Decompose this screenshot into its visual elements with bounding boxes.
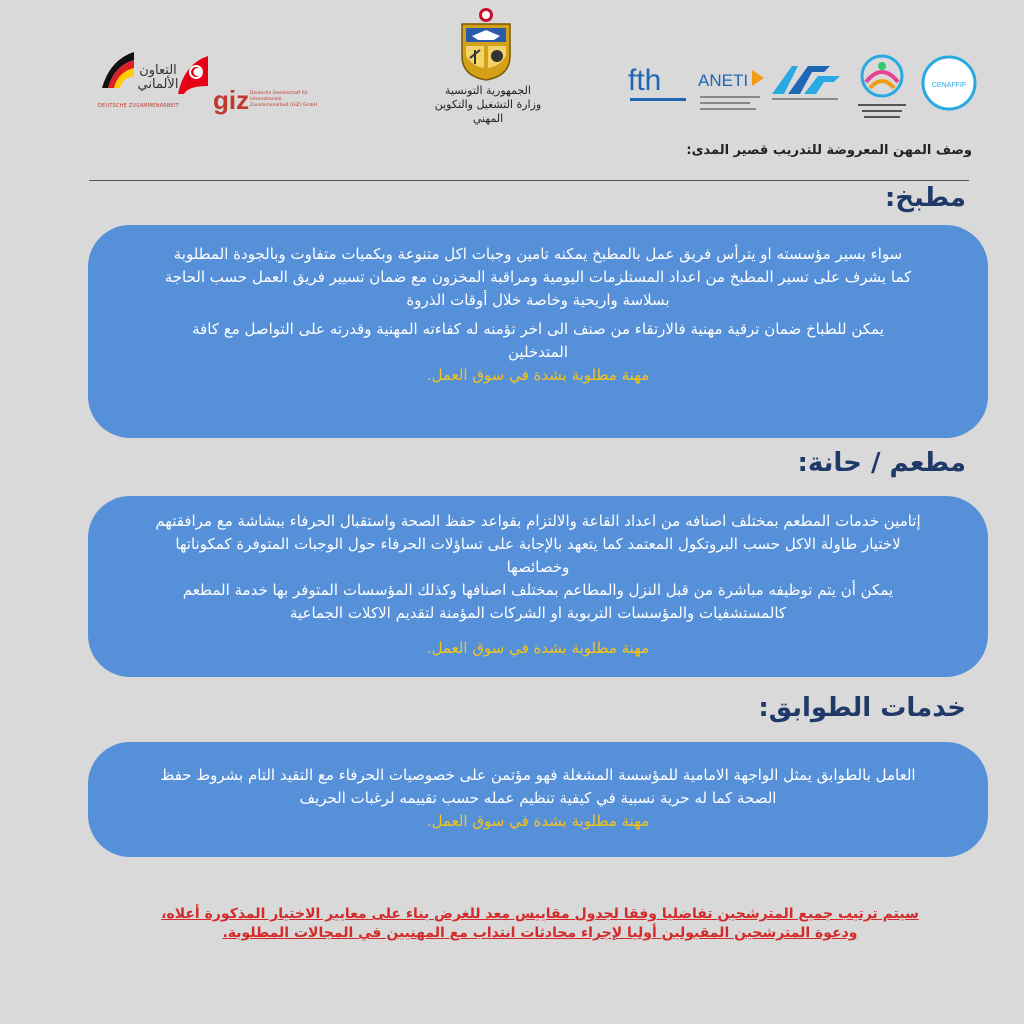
- section-paragraph: كما يشرف على تسير المطبخ من اعداد المستلزمات اليومية ومراقبة المخزون مع ضمان تسيير فريق العمل حسب الحاجة: [164, 268, 912, 286]
- section-title-restaurant-bar: مطعم / حانة:: [797, 448, 966, 478]
- fth-logo-text: fth: [628, 64, 662, 97]
- ministry-label: [418, 84, 558, 126]
- section-card-restaurant-bar: [88, 496, 988, 677]
- afmt-logo: [770, 60, 842, 104]
- giz-full-name: Deutsche Gesellschaft für Internationale Zusammenarbeit (GIZ) GmbH: [250, 91, 318, 108]
- selection-notice: [150, 905, 930, 943]
- section-paragraph: العامل بالطوابق يمثل الواجهة الامامية للمؤسسة المشغلة فهو مؤتمن على خصوصيات الحرفاء مع التقيد التام بشروط حفظ: [160, 766, 916, 784]
- section-paragraph: سواء بسير مؤسسته او يترأس فريق عمل بالمطبخ يمكنه تامين وجبات اكل متنوعة وبكميات متفاوت وبالجودة المطلوبة: [173, 245, 903, 263]
- section-card-floor-services: [88, 742, 988, 857]
- demand-highlight: مهنة مطلوبة بشدة في سوق العمل.: [426, 639, 650, 657]
- cenaffif-logo-text: CENAFFIF: [931, 82, 967, 89]
- cooperation-german-label: DEUTSCHE ZUSAMMENARBEIT: [98, 103, 179, 109]
- divider: [89, 180, 969, 181]
- section-paragraph: وخصائصها: [506, 558, 570, 576]
- section-card-kitchen: [88, 225, 988, 438]
- section-paragraph: يمكن للطباخ ضمان ترقية مهنية فالارتقاء من صنف الى اخر تؤمنه له كفاءته المهنية وقدرته على التواصل مع كافة: [192, 320, 884, 338]
- section-paragraph: إتامين خدمات المطعم بمختلف اصنافه من اعداد القاعة والالتزام بقواعد حفظ الصحة واستقبال الحرفاء ببشاشة مع مرافقتهم: [155, 512, 921, 530]
- ministry-line-2: وزارة التشغيل والتكوين المهني: [434, 98, 542, 125]
- selection-notice-line-2: ودعوة المترشحين المقبولين أوليا لإجراء محادثات انتداب مع المهنيين في المجالات المطلوبة.: [222, 925, 858, 941]
- cenaffif-logo: [920, 54, 978, 112]
- giz-logo: giz: [213, 85, 250, 115]
- tunisia-coat-of-arms-icon: [454, 6, 518, 82]
- section-paragraph: يمكن أن يتم توظيفه مباشرة من قبل النزل والمطاعم بمختلف اصنافها وكذلك المؤسسات المتوفر بها خدمة المطعم: [182, 581, 894, 599]
- section-title-floor-services: خدمات الطوابق:: [758, 693, 966, 723]
- section-paragraph: بسلاسة واريحية وخاصة خلال أوقات الذروة: [406, 291, 670, 309]
- page-title: وصف المهن المعروضة للتدريب قصير المدى:: [686, 143, 972, 158]
- selection-notice-line-1: سيتم ترتيب جميع المترشحين تفاضليا وفقا لجدول مقاييس معد للغرض بناء على معايير الاختيار المذكورة أعلاه،: [161, 906, 919, 922]
- cooperation-arabic-label: التعاون الألماني: [137, 63, 179, 92]
- section-paragraph: لاختيار طاولة الاكل حسب البروتكول المعتمد كما يتعهد بالإجابة على تساؤلات الحرفاء حول الوجبات المتوفرة كمكوناتها: [175, 535, 901, 553]
- demand-highlight: مهنة مطلوبة بشدة في سوق العمل.: [426, 366, 650, 384]
- section-paragraph: المتدخلين: [508, 343, 568, 361]
- fth-logo: [626, 58, 690, 108]
- ministry-line-1: الجمهورية التونسية: [445, 84, 531, 97]
- aneti-logo-text: ANETI: [698, 71, 749, 90]
- aneti-logo: [696, 62, 768, 122]
- atfp-logo: [852, 52, 912, 124]
- demand-highlight: مهنة مطلوبة بشدة في سوق العمل.: [426, 812, 650, 830]
- section-paragraph: الصحة كما له حرية نسبية في كيفية تنظيم عمله حسب تقييمه لرغبات الحريف: [299, 789, 777, 807]
- section-title-kitchen: مطبخ:: [884, 183, 966, 213]
- section-paragraph: كالمستشفيات والمؤسسات التربوية او الشركات المؤمنة لتقديم الاكلات الجماعية: [289, 604, 787, 622]
